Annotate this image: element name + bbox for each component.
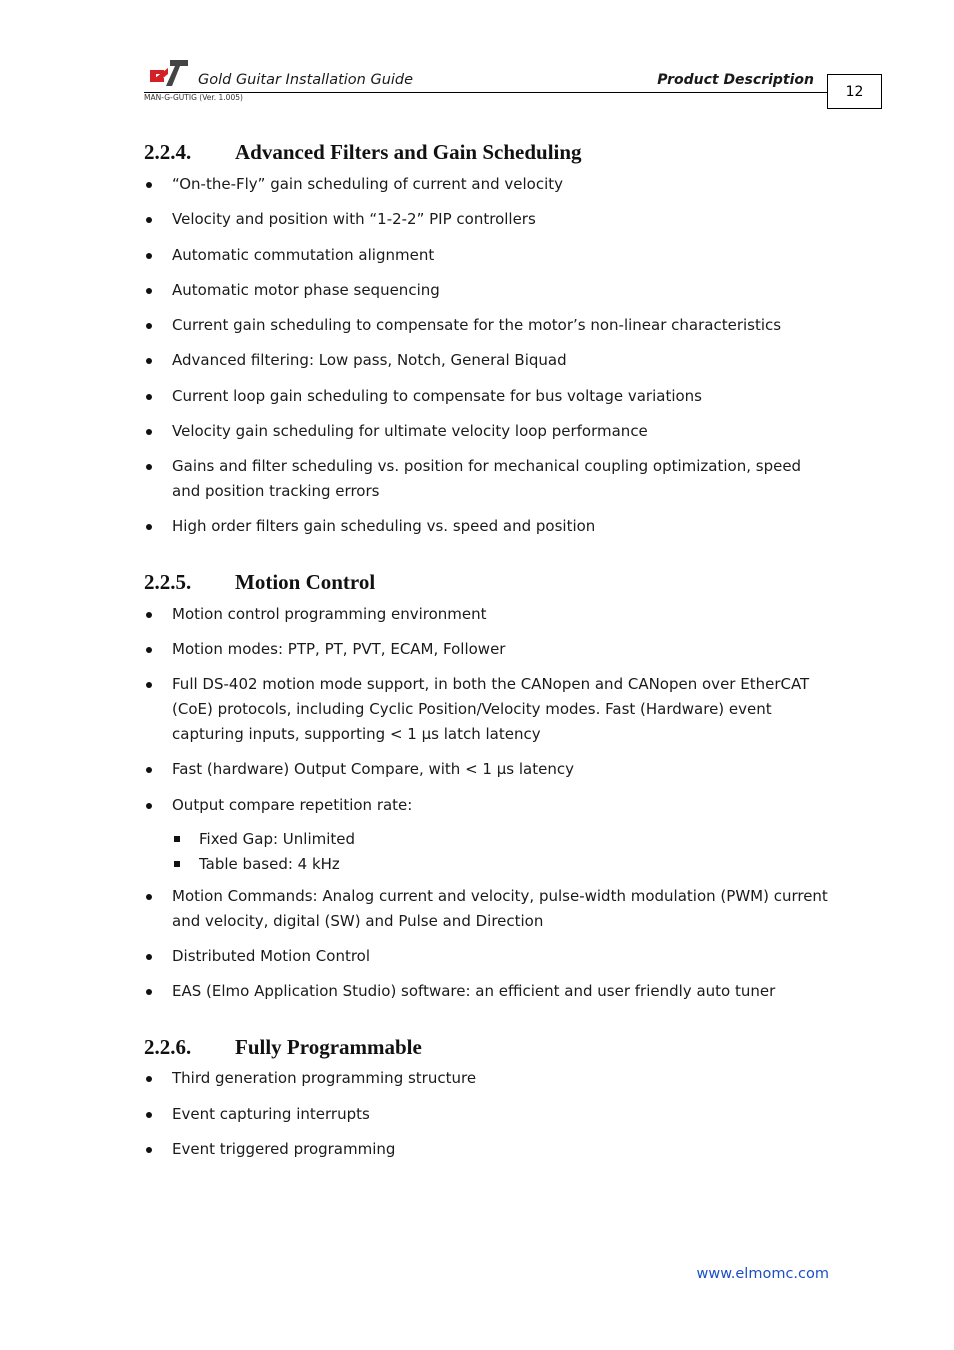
bullet-icon <box>146 217 152 223</box>
header-divider <box>144 92 828 93</box>
section-number: 2.2.5. <box>144 570 192 594</box>
list-item: Automatic motor phase sequencing <box>144 278 834 303</box>
bullet-icon <box>146 358 152 364</box>
bullet-icon <box>146 612 152 618</box>
bullet-icon <box>146 647 152 653</box>
bullet-icon <box>146 682 152 688</box>
running-section-title: Product Description <box>657 72 814 88</box>
section-number: 2.2.6. <box>144 1035 192 1059</box>
list-item: EAS (Elmo Application Studio) software: an efficient and user friendly auto tuner <box>144 979 834 1004</box>
list-item: Event triggered programming <box>144 1137 834 1162</box>
list-item: Motion modes: PTP, PT, PVT, ECAM, Follower <box>144 637 834 662</box>
website-link[interactable]: www.elmomc.com <box>696 1266 829 1282</box>
list-item: Event capturing interrupts <box>144 1102 834 1127</box>
section-number: 2.2.4. <box>144 140 192 164</box>
bullet-icon <box>146 429 152 435</box>
page-number: 12 <box>827 74 882 109</box>
bullet-icon <box>146 1147 152 1153</box>
bullet-icon <box>146 894 152 900</box>
bullet-icon <box>146 989 152 995</box>
list-item: Motion control programming environment <box>144 602 834 627</box>
section-title: Motion Control <box>235 570 376 594</box>
bullet-icon <box>146 1076 152 1082</box>
list-item: Velocity and position with “1-2-2” PIP controllers <box>144 207 834 232</box>
bullet-icon <box>146 253 152 259</box>
bullet-icon <box>146 464 152 470</box>
document-version: MAN-G-GUTIG (Ver. 1.005) <box>144 93 243 102</box>
bullet-icon <box>146 182 152 188</box>
document-title: Gold Guitar Installation Guide <box>198 72 414 88</box>
section-title: Fully Programmable <box>235 1035 422 1059</box>
list-item: Velocity gain scheduling for ultimate velocity loop performance <box>144 419 834 444</box>
list-item: Current gain scheduling to compensate for the motor’s non-linear characteristics <box>144 313 834 338</box>
list-item: Distributed Motion Control <box>144 944 834 969</box>
list-item: “On-the-Fly” gain scheduling of current and velocity <box>144 172 834 197</box>
bullet-icon <box>146 288 152 294</box>
sub-list-item: Fixed Gap: Unlimited <box>199 827 355 852</box>
bullet-icon <box>146 767 152 773</box>
list-item: Full DS-402 motion mode support, in both the CANopen and CANopen over EtherCAT (CoE) protocols, including Cyclic Position/Velocity modes. Fast (Hardware) event capturing inputs, supporting < 1 µs latch latency <box>144 672 834 747</box>
list-item: Motion Commands: Analog current and velocity, pulse-width modulation (PWM) current and velocity, digital (SW) and Pulse and Direction <box>144 884 834 934</box>
list-item: Third generation programming structure <box>144 1066 834 1091</box>
bullet-icon <box>146 954 152 960</box>
list-item: Fast (hardware) Output Compare, with < 1 µs latency <box>144 757 834 782</box>
list-item: Output compare repetition rate: <box>144 793 834 818</box>
bullet-icon <box>146 394 152 400</box>
square-bullet-icon <box>174 861 180 867</box>
list-item: Gains and filter scheduling vs. position for mechanical coupling optimization, speed and position tracking errors <box>144 454 834 504</box>
list-item: High order filters gain scheduling vs. speed and position <box>144 514 834 539</box>
section-heading-2-2-5 <box>144 570 375 595</box>
section-heading-2-2-6 <box>144 1035 422 1060</box>
bullet-icon <box>146 323 152 329</box>
list-item: Advanced filtering: Low pass, Notch, General Biquad <box>144 348 834 373</box>
elmo-logo <box>148 58 190 88</box>
bullet-icon <box>146 803 152 809</box>
list-item: Current loop gain scheduling to compensate for bus voltage variations <box>144 384 834 409</box>
bullet-icon <box>146 1112 152 1118</box>
bullet-icon <box>146 524 152 530</box>
section-heading-2-2-4 <box>144 140 582 165</box>
list-item: Automatic commutation alignment <box>144 243 834 268</box>
section-title: Advanced Filters and Gain Scheduling <box>235 140 582 164</box>
square-bullet-icon <box>174 836 180 842</box>
sub-list-item: Table based: 4 kHz <box>199 852 340 877</box>
